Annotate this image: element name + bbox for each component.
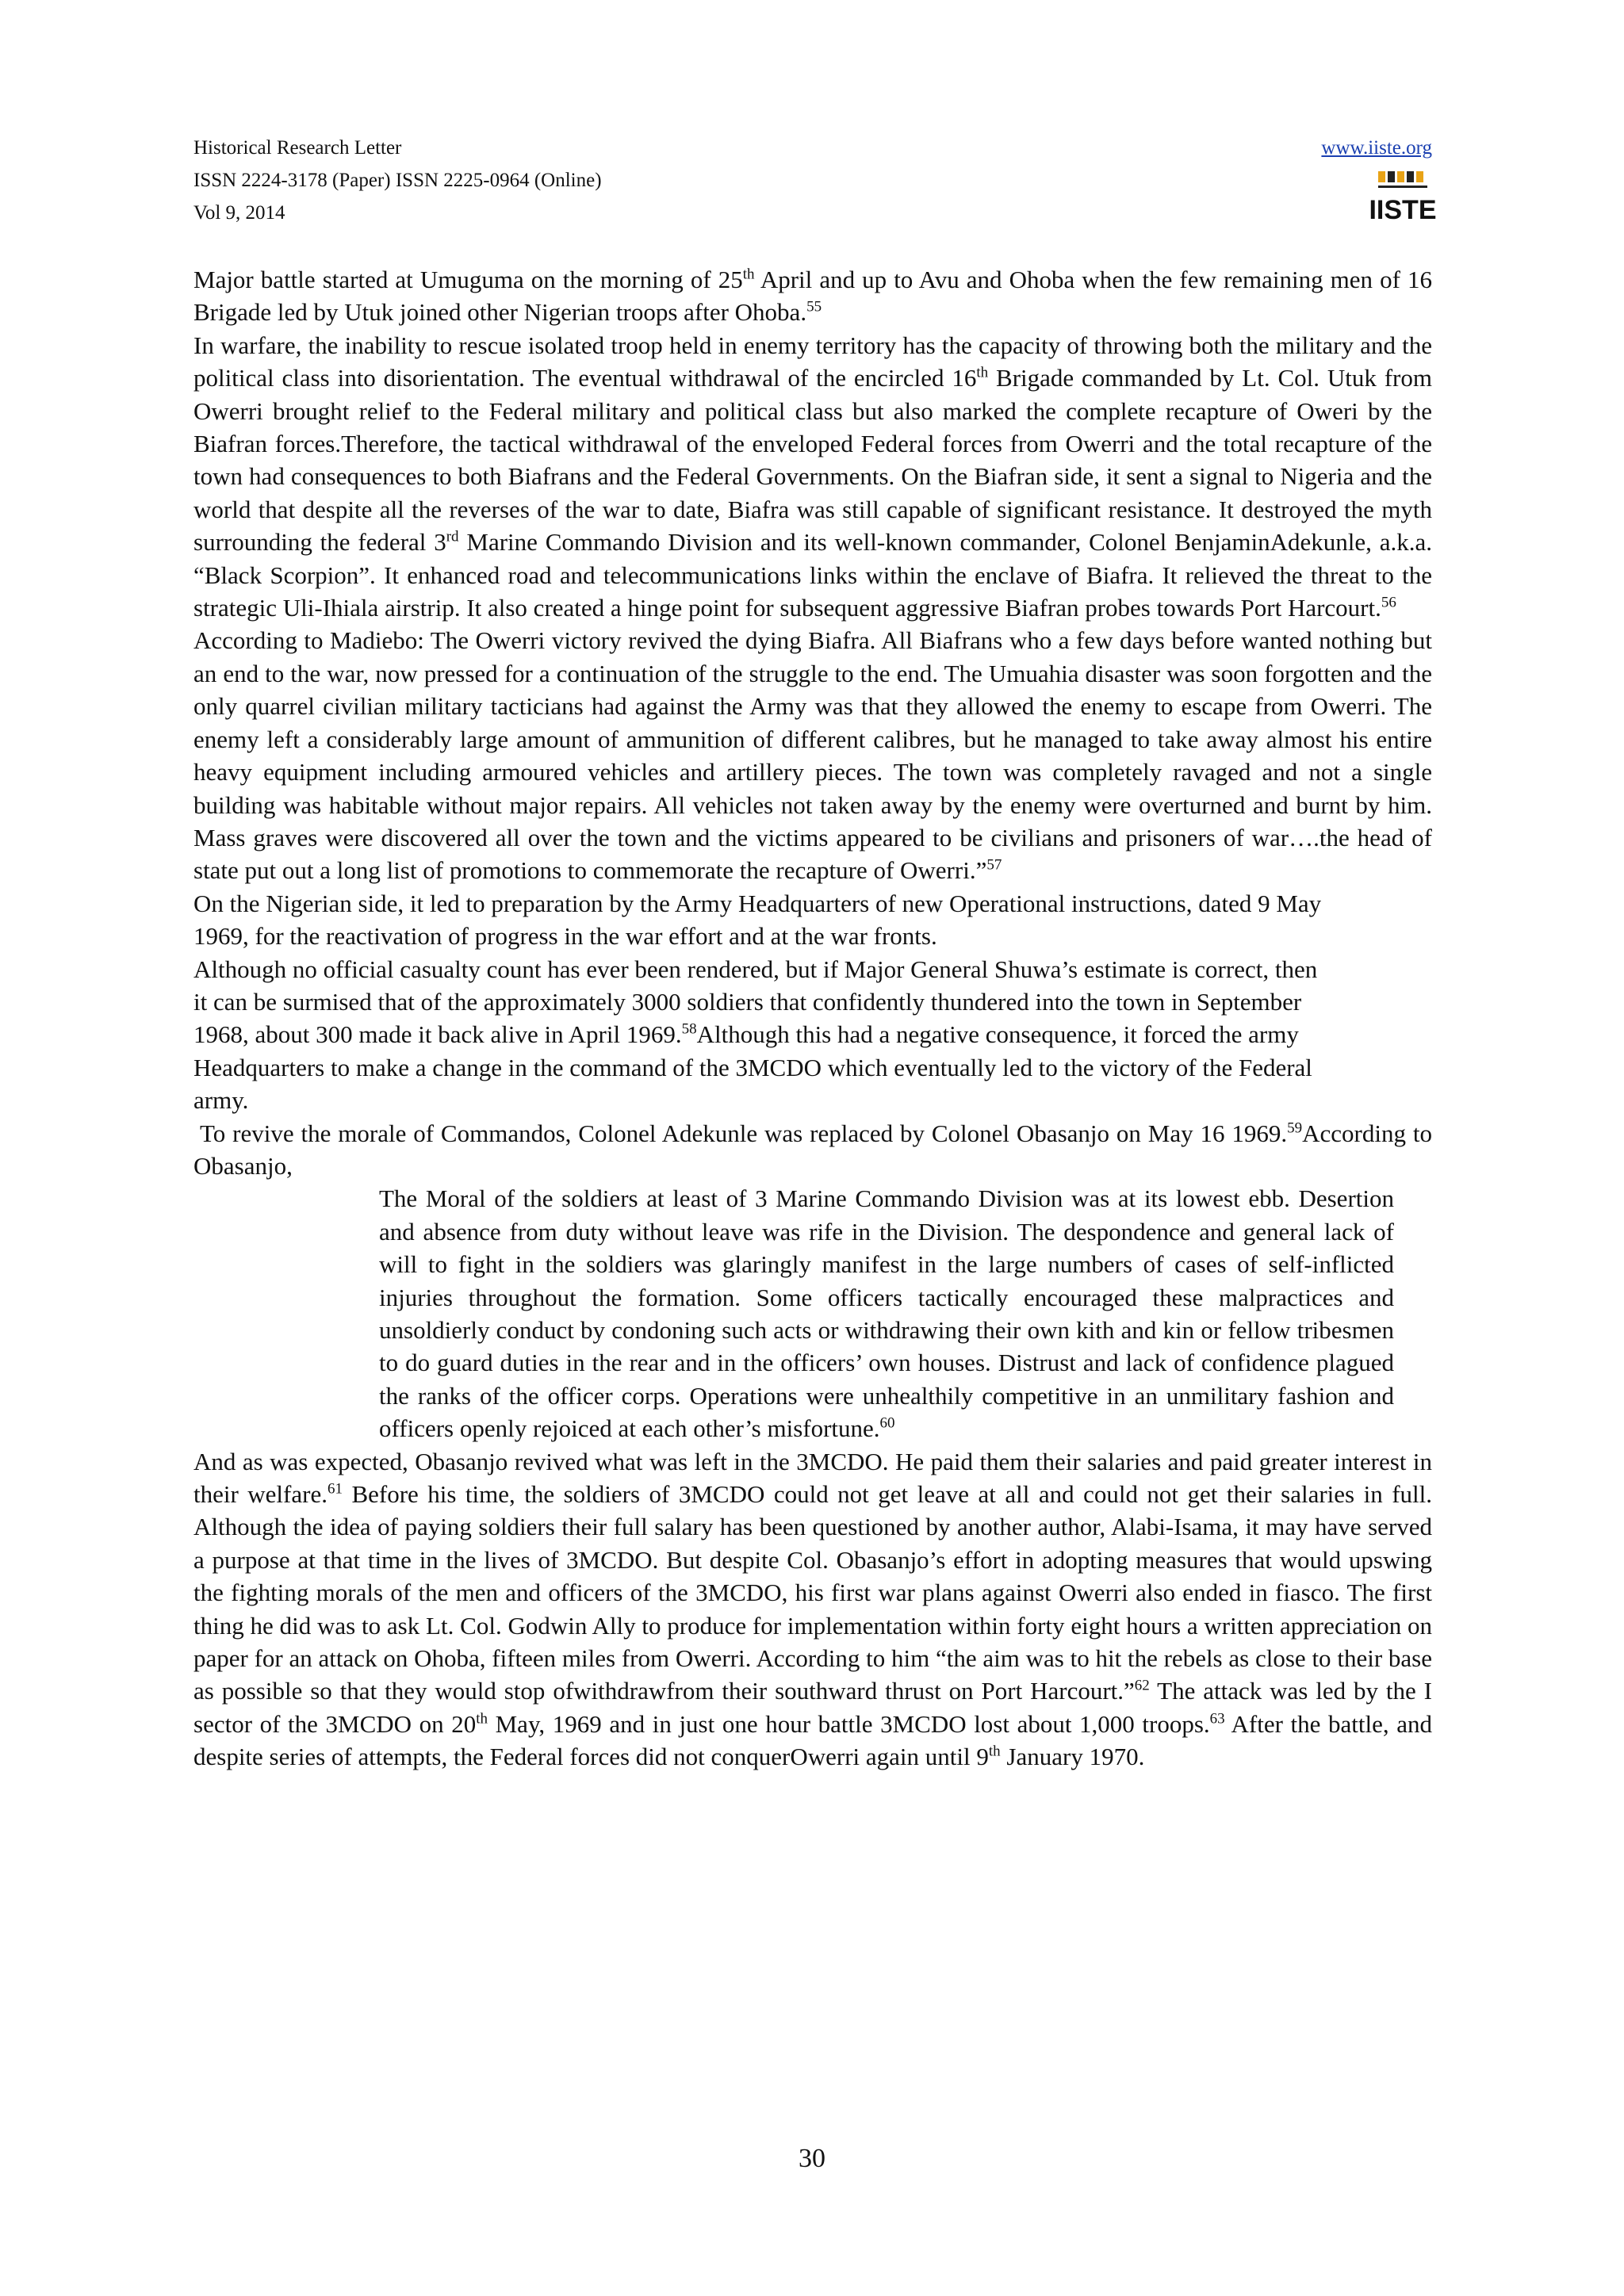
paragraph: On the Nigerian side, it led to preparation by the Army Headquarters of new Operational instructions, dated 9 May 1969, for the reactivation of progress in the war effort and at the war fronts. xyxy=(193,889,1322,951)
footnote-ref: 57 xyxy=(986,856,1002,874)
footnote-ref: 61 xyxy=(327,1480,343,1498)
block-quote: The Moral of the soldiers at least of 3 Marine Commando Division was at its lowest ebb. Desertion and absence from duty without leave was rife in the Division. The despondence and general lack of will to fight in the soldiers was glaringly manifest in the large numbers of cases of self-inflicted injuries throughout the formation. Some officers tactically encouraged these malpractices and unsoldierly conduct by condoning such acts or withdrawing their own kith and kin or fellow tribesmen to do guard duties in the rear and in the officers’ own houses. Distrust and lack of confidence plagued the ranks of the officer corps. Operations were unhealthily competitive in an unmilitary fashion and officers openly rejoiced at each other’s misfortune.$^{60}$ xyxy=(379,1184,1394,1443)
page-header xyxy=(193,132,1437,235)
footnote-ref: 60 xyxy=(879,1414,895,1432)
journal-issn: ISSN 2224-3178 (Paper) ISSN 2225-0964 (Online) xyxy=(193,170,602,191)
footnote-ref: 62 xyxy=(1134,1678,1150,1695)
journal-volume: Vol 9, 2014 xyxy=(193,202,285,224)
iiste-logo-icon xyxy=(1369,170,1437,230)
paragraph: According to Madiebo: The Owerri victory revived the dying Biafra. All Biafrans who a few days before wanted nothing but an end to the war, now pressed for a continuation of the struggle to the end. The Umuahia disaster was soon forgotten and the only quarrel civilian military tacticians had against the Army was that they allowed the enemy to escape from Owerri. The enemy left a considerably large amount of ammunition of different calibres, but he managed to take away almost his entire heavy equipment including armoured vehicles and artillery pieces. The town was completely ravaged and not a single building was habitable without major repairs. All vehicles not taken away by the enemy were overturned and burnt by him. Mass graves were discovered all over the town and the victims appeared to be civilians and prisoners of war….the head of state put out a long list of promotions to commemorate the recapture of Owerri.”$^{57}$ xyxy=(193,626,1432,885)
paragraph: To revive the morale of Commandos, Colonel Adekunle was replaced by Colonel Obasanjo on May 16 1969.59According to Obasanjo, xyxy=(193,1119,1432,1180)
footnote-ref: 55 xyxy=(806,299,822,316)
footnote-ref: 59 xyxy=(1287,1119,1303,1137)
page-number: 30 xyxy=(799,2144,825,2173)
footnote-ref: 58 xyxy=(681,1021,697,1039)
article-body xyxy=(193,263,1432,1774)
journal-meta xyxy=(193,132,602,229)
paragraph: In warfare, the inability to rescue isolated troop held in enemy territory has the capacity of throwing both the military and the political class into disorientation. The eventual withdrawal of the encircled 16th Brigade commanded by Lt. Col. Utuk from Owerri brought relief to the Federal military and political class but also marked the complete recapture of Oweri by the Biafran forces.Therefore, the tactical withdrawal of the enveloped Federal forces from Owerri and the total recapture of the town had consequences to both Biafrans and the Federal Governments. On the Biafran side, it sent a signal to Nigeria and the world that despite all the reverses of the war to date, Biafra was still capable of significant resistance. It destroyed the myth surrounding the federal 3rd Marine Commando Division and its well-known commander, Colonel BenjaminAdekunle, a.k.a. “Black Scorpion”. It enhanced road and telecommunications links within the enclave of Biafra. It relieved the threat to the strategic Uli-Ihiala airstrip. It also created a hinge point for subsequent aggressive Biafran probes towards Port Harcourt.$^{56}$ xyxy=(193,331,1432,622)
paragraph: Major battle started at Umuguma on the morning of 25th April and up to Avu and Ohoba when the few remaining men of 16 Brigade led by Utuk joined other Nigerian troops after Ohoba.$^{55}$ xyxy=(193,266,1432,327)
paragraph: Although no official casualty count has ever been rendered, but if Major General Shuwa’s estimate is correct, then it can be surmised that of the approximately 3000 soldiers that confidently thundered into the town in September 1968, about 300 made it back alive in April 1969.58Although this had a negative consequence, it forced the army Headquarters to make a change in the command of the 3MCDO which eventually led to the victory of the Federal army. xyxy=(193,955,1318,1115)
website-link[interactable]: www.iiste.org xyxy=(1321,137,1432,159)
journal-title: Historical Research Letter xyxy=(193,137,402,159)
footnote-ref: 63 xyxy=(1209,1710,1225,1728)
svg-text:IISTE: IISTE xyxy=(1369,195,1437,225)
paragraph: And as was expected, Obasanjo revived what was left in the 3MCDO. He paid them their salaries and paid greater interest in their welfare.$^{61}$ Before his time, the soldiers of 3MCDO could not get leave at all and could not get their salaries in full. Although the idea of paying soldiers their full salary has been questioned by another author, Alabi-Isama, it may have served a purpose at that time in the lives of 3MCDO. But despite Col. Obasanjo’s effort in adopting measures that would upswing the fighting morals of the men and officers of the 3MCDO, his first war plans against Owerri also ended in fiasco. The first thing he did was to ask Lt. Col. Godwin Ally to produce for implementation within forty eight hours a written appreciation on paper for an attack on Ohoba, fifteen miles from Owerri. According to him “the aim was to hit the rebels as close to their base as possible so that they would stop ofwithdrawfrom their southward thrust on Port Harcourt.”$^{62}$ The attack was led by the I sector of the 3MCDO on 20th May, 1969 and in just one hour battle 3MCDO lost about 1,000 troops.$^{63}$ After the battle, and despite series of attempts, the Federal forces did not conquerOwerri again until 9th January 1970. xyxy=(193,1447,1432,1771)
footnote-ref: 56 xyxy=(1381,594,1396,611)
